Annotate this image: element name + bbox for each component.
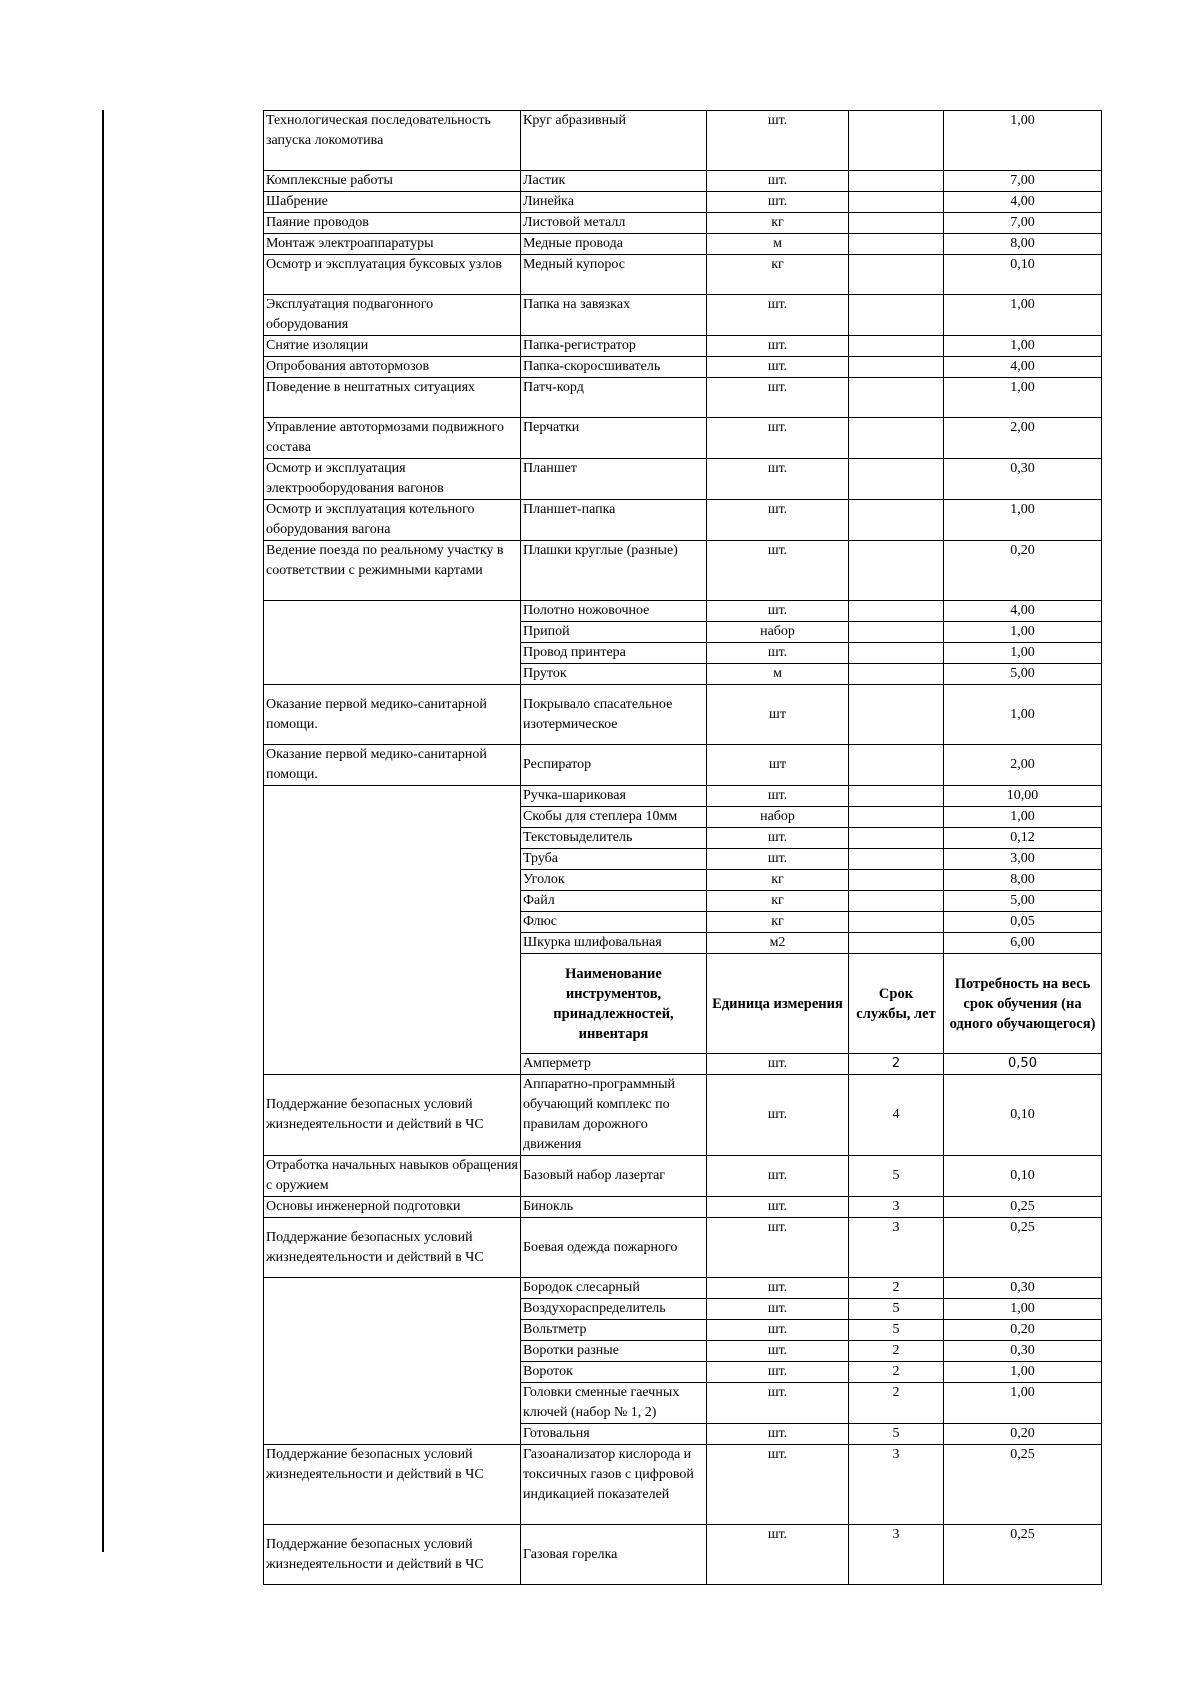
quantity-cell: 1,00	[944, 500, 1102, 541]
unit-cell: набор	[707, 807, 849, 828]
quantity-cell: 0,12	[944, 828, 1102, 849]
service-term-cell: 3	[849, 1445, 944, 1525]
service-term-cell	[849, 891, 944, 912]
service-term-cell	[849, 255, 944, 295]
quantity-cell: 0,20	[944, 541, 1102, 601]
subject-cell: Отработка начальных навыков обращения с оружием	[264, 1156, 521, 1197]
quantity-cell: 1,00	[944, 295, 1102, 336]
quantity-cell: 6,00	[944, 933, 1102, 954]
quantity-cell: 3,00	[944, 849, 1102, 870]
subject-cell: Монтаж электроаппаратуры	[264, 234, 521, 255]
service-term-cell	[849, 295, 944, 336]
unit-cell: шт.	[707, 786, 849, 807]
item-name-cell: Респиратор	[521, 745, 707, 786]
item-name-cell: Медный купорос	[521, 255, 707, 295]
service-term-cell	[849, 111, 944, 171]
table-row	[264, 500, 1102, 541]
table-row	[264, 1156, 1102, 1197]
item-name-cell: Воротки разные	[521, 1341, 707, 1362]
item-name-cell: Папка на завязках	[521, 295, 707, 336]
service-term-cell	[849, 786, 944, 807]
item-name-cell: Пруток	[521, 664, 707, 685]
unit-cell: шт.	[707, 828, 849, 849]
quantity-cell: 1,00	[944, 378, 1102, 418]
unit-cell: кг	[707, 870, 849, 891]
unit-cell: шт.	[707, 1054, 849, 1075]
unit-cell: шт.	[707, 336, 849, 357]
item-name-cell: Ручка-шариковая	[521, 786, 707, 807]
item-name-cell: Файл	[521, 891, 707, 912]
unit-cell: шт.	[707, 1383, 849, 1424]
item-name-cell: Вороток	[521, 1362, 707, 1383]
quantity-cell: 0,20	[944, 1424, 1102, 1445]
service-term-cell	[849, 192, 944, 213]
item-name-cell: Флюс	[521, 912, 707, 933]
item-name-cell: Листовой металл	[521, 213, 707, 234]
service-term-cell	[849, 378, 944, 418]
quantity-cell: 1,00	[944, 1299, 1102, 1320]
unit-cell: шт.	[707, 192, 849, 213]
table-row	[264, 1525, 1102, 1585]
quantity-cell: 0,30	[944, 1278, 1102, 1299]
quantity-cell: 0,30	[944, 459, 1102, 500]
item-name-cell: Патч-корд	[521, 378, 707, 418]
item-name-cell: Полотно ножовочное	[521, 601, 707, 622]
quantity-cell: 2,00	[944, 745, 1102, 786]
subject-cell: Опробования автотормозов	[264, 357, 521, 378]
quantity-cell: 4,00	[944, 357, 1102, 378]
quantity-cell: 1,00	[944, 685, 1102, 745]
item-name-cell: Папка-скоросшиватель	[521, 357, 707, 378]
unit-cell: шт.	[707, 1445, 849, 1525]
table-row	[264, 418, 1102, 459]
service-term-cell: 2	[849, 1383, 944, 1424]
table-row	[264, 192, 1102, 213]
subject-cell-empty	[264, 786, 521, 1075]
item-name-cell: Головки сменные гаечных ключей (набор № 1, 2)	[521, 1383, 707, 1424]
quantity-cell: 4,00	[944, 192, 1102, 213]
unit-cell: шт.	[707, 1320, 849, 1341]
unit-cell: шт.	[707, 643, 849, 664]
quantity-cell: 5,00	[944, 891, 1102, 912]
subject-cell: Эксплуатация подвагонного оборудования	[264, 295, 521, 336]
quantity-cell: 7,00	[944, 171, 1102, 192]
service-term-cell	[849, 234, 944, 255]
item-name-cell: Припой	[521, 622, 707, 643]
quantity-cell: 0,10	[944, 1156, 1102, 1197]
quantity-cell: 5,00	[944, 664, 1102, 685]
item-name-cell: Круг абразивный	[521, 111, 707, 171]
unit-cell: шт.	[707, 500, 849, 541]
subject-cell: Поведение в нештатных ситуациях	[264, 378, 521, 418]
service-term-cell	[849, 870, 944, 891]
unit-cell: шт.	[707, 1218, 849, 1278]
table-row	[264, 459, 1102, 500]
unit-cell: шт.	[707, 171, 849, 192]
unit-cell: шт.	[707, 1525, 849, 1585]
unit-cell: м2	[707, 933, 849, 954]
quantity-cell: 0,10	[944, 255, 1102, 295]
subject-cell: Поддержание безопасных условий жизнедеятельности и действий в ЧС	[264, 1445, 521, 1525]
unit-cell: шт.	[707, 1424, 849, 1445]
equipment-table-body	[264, 111, 1102, 1585]
service-term-cell: 5	[849, 1320, 944, 1341]
service-term-cell	[849, 745, 944, 786]
service-term-cell: 2	[849, 1054, 944, 1075]
quantity-cell: 0,20	[944, 1320, 1102, 1341]
unit-cell: шт.	[707, 1197, 849, 1218]
item-name-cell: Ластик	[521, 171, 707, 192]
service-term-cell	[849, 664, 944, 685]
service-term-cell: 5	[849, 1156, 944, 1197]
subject-cell: Поддержание безопасных условий жизнедеятельности и действий в ЧС	[264, 1525, 521, 1585]
service-term-cell	[849, 500, 944, 541]
table-row	[264, 786, 1102, 807]
service-term-cell: 2	[849, 1278, 944, 1299]
unit-cell: шт	[707, 685, 849, 745]
unit-cell: шт	[707, 745, 849, 786]
subject-cell: Снятие изоляции	[264, 336, 521, 357]
table-row	[264, 745, 1102, 786]
table-row	[264, 541, 1102, 601]
table-row	[264, 171, 1102, 192]
quantity-cell: 0,25	[944, 1445, 1102, 1525]
item-name-cell: Базовый набор лазертаг	[521, 1156, 707, 1197]
service-term-cell	[849, 807, 944, 828]
service-term-cell	[849, 912, 944, 933]
unit-cell: шт.	[707, 1156, 849, 1197]
unit-cell: набор	[707, 622, 849, 643]
subject-cell: Управление автотормозами подвижного состава	[264, 418, 521, 459]
unit-cell: м	[707, 234, 849, 255]
service-term-cell: 2	[849, 1341, 944, 1362]
item-name-cell: Папка-регистратор	[521, 336, 707, 357]
service-term-cell: 2	[849, 1362, 944, 1383]
table-row	[264, 1278, 1102, 1299]
subject-cell: Осмотр и эксплуатация буксовых узлов	[264, 255, 521, 295]
service-term-cell	[849, 541, 944, 601]
item-name-cell: Линейка	[521, 192, 707, 213]
item-name-cell: Готовальня	[521, 1424, 707, 1445]
table-row	[264, 601, 1102, 622]
service-term-cell	[849, 213, 944, 234]
table-row	[264, 213, 1102, 234]
service-term-cell	[849, 828, 944, 849]
item-name-cell: Бородок слесарный	[521, 1278, 707, 1299]
service-term-cell: 3	[849, 1197, 944, 1218]
quantity-cell: 1,00	[944, 336, 1102, 357]
unit-cell: шт.	[707, 541, 849, 601]
quantity-cell: 0,10	[944, 1075, 1102, 1156]
item-name-cell: Вольтметр	[521, 1320, 707, 1341]
header-item-name: Наименование инструментов, принадлежностей, инвентаря	[521, 954, 707, 1054]
table-row	[264, 1218, 1102, 1278]
item-name-cell: Уголок	[521, 870, 707, 891]
item-name-cell: Амперметр	[521, 1054, 707, 1075]
subject-cell: Ведение поезда по реальному участку в соответствии с режимными картами	[264, 541, 521, 601]
quantity-cell: 0,30	[944, 1341, 1102, 1362]
item-name-cell: Медные провода	[521, 234, 707, 255]
quantity-cell: 0,25	[944, 1197, 1102, 1218]
service-term-cell	[849, 933, 944, 954]
subject-cell-empty	[264, 1278, 521, 1445]
unit-cell: шт.	[707, 1341, 849, 1362]
quantity-cell: 4,00	[944, 601, 1102, 622]
item-name-cell: Плашки круглые (разные)	[521, 541, 707, 601]
quantity-cell: 10,00	[944, 786, 1102, 807]
item-name-cell: Скобы для степлера 10мм	[521, 807, 707, 828]
subject-cell: Шабрение	[264, 192, 521, 213]
service-term-cell	[849, 336, 944, 357]
service-term-cell	[849, 418, 944, 459]
table-row	[264, 111, 1102, 171]
table-row	[264, 1445, 1102, 1525]
item-name-cell: Воздухораспределитель	[521, 1299, 707, 1320]
table-row	[264, 255, 1102, 295]
header-quantity: Потребность на весь срок обучения (на одного обучающегося)	[944, 954, 1102, 1054]
quantity-cell: 1,00	[944, 1383, 1102, 1424]
table-row	[264, 1075, 1102, 1156]
quantity-cell: 0,25	[944, 1525, 1102, 1585]
table-row	[264, 685, 1102, 745]
quantity-cell: 0,50	[944, 1054, 1102, 1075]
table-row	[264, 295, 1102, 336]
unit-cell: шт.	[707, 1075, 849, 1156]
service-term-cell: 5	[849, 1424, 944, 1445]
service-term-cell: 3	[849, 1525, 944, 1585]
item-name-cell: Бинокль	[521, 1197, 707, 1218]
unit-cell: шт.	[707, 378, 849, 418]
equipment-table	[263, 110, 1102, 1585]
quantity-cell: 1,00	[944, 622, 1102, 643]
table-row	[264, 234, 1102, 255]
service-term-cell	[849, 459, 944, 500]
quantity-cell: 7,00	[944, 213, 1102, 234]
item-name-cell: Газоанализатор кислорода и токсичных газов с цифровой индикацией показателей	[521, 1445, 707, 1525]
service-term-cell	[849, 357, 944, 378]
header-service-term: Срок службы, лет	[849, 954, 944, 1054]
unit-cell: шт.	[707, 295, 849, 336]
item-name-cell: Труба	[521, 849, 707, 870]
item-name-cell: Покрывало спасательное изотермическое	[521, 685, 707, 745]
unit-cell: шт.	[707, 418, 849, 459]
item-name-cell: Провод принтера	[521, 643, 707, 664]
item-name-cell: Боевая одежда пожарного	[521, 1218, 707, 1278]
item-name-cell: Газовая горелка	[521, 1525, 707, 1585]
item-name-cell: Шкурка шлифовальная	[521, 933, 707, 954]
item-name-cell: Планшет-папка	[521, 500, 707, 541]
subject-cell: Основы инженерной подготовки	[264, 1197, 521, 1218]
service-term-cell	[849, 685, 944, 745]
service-term-cell	[849, 171, 944, 192]
table-row	[264, 357, 1102, 378]
unit-cell: кг	[707, 213, 849, 234]
item-name-cell: Текстовыделитель	[521, 828, 707, 849]
unit-cell: кг	[707, 891, 849, 912]
quantity-cell: 0,05	[944, 912, 1102, 933]
header-unit: Единица измерения	[707, 954, 849, 1054]
subject-cell-empty	[264, 601, 521, 685]
unit-cell: м	[707, 664, 849, 685]
quantity-cell: 2,00	[944, 418, 1102, 459]
table-row	[264, 378, 1102, 418]
subject-cell: Поддержание безопасных условий жизнедеятельности и действий в ЧС	[264, 1075, 521, 1156]
unit-cell: шт.	[707, 849, 849, 870]
quantity-cell: 1,00	[944, 111, 1102, 171]
unit-cell: кг	[707, 255, 849, 295]
subject-cell: Паяние проводов	[264, 213, 521, 234]
table-row	[264, 336, 1102, 357]
quantity-cell: 1,00	[944, 1362, 1102, 1383]
unit-cell: кг	[707, 912, 849, 933]
service-term-cell: 5	[849, 1299, 944, 1320]
service-term-cell	[849, 601, 944, 622]
service-term-cell	[849, 643, 944, 664]
unit-cell: шт.	[707, 1278, 849, 1299]
quantity-cell: 1,00	[944, 807, 1102, 828]
subject-cell: Оказание первой медико-санитарной помощи.	[264, 745, 521, 786]
quantity-cell: 8,00	[944, 870, 1102, 891]
unit-cell: шт.	[707, 459, 849, 500]
unit-cell: шт.	[707, 357, 849, 378]
service-term-cell: 4	[849, 1075, 944, 1156]
quantity-cell: 1,00	[944, 643, 1102, 664]
subject-cell: Осмотр и эксплуатация электрооборудования вагонов	[264, 459, 521, 500]
quantity-cell: 0,25	[944, 1218, 1102, 1278]
subject-cell: Поддержание безопасных условий жизнедеятельности и действий в ЧС	[264, 1218, 521, 1278]
service-term-cell: 3	[849, 1218, 944, 1278]
unit-cell: шт.	[707, 1299, 849, 1320]
service-term-cell	[849, 849, 944, 870]
unit-cell: шт.	[707, 1362, 849, 1383]
subject-cell: Комплексные работы	[264, 171, 521, 192]
service-term-cell	[849, 622, 944, 643]
item-name-cell: Перчатки	[521, 418, 707, 459]
item-name-cell: Планшет	[521, 459, 707, 500]
table-row	[264, 1197, 1102, 1218]
unit-cell: шт.	[707, 111, 849, 171]
left-margin-line	[102, 110, 104, 1552]
unit-cell: шт.	[707, 601, 849, 622]
subject-cell: Оказание первой медико-санитарной помощи.	[264, 685, 521, 745]
item-name-cell: Аппаратно-программный обучающий комплекс по правилам дорожного движения	[521, 1075, 707, 1156]
subject-cell: Осмотр и эксплуатация котельного оборудования вагона	[264, 500, 521, 541]
subject-cell: Технологическая последовательность запуска локомотива	[264, 111, 521, 171]
quantity-cell: 8,00	[944, 234, 1102, 255]
